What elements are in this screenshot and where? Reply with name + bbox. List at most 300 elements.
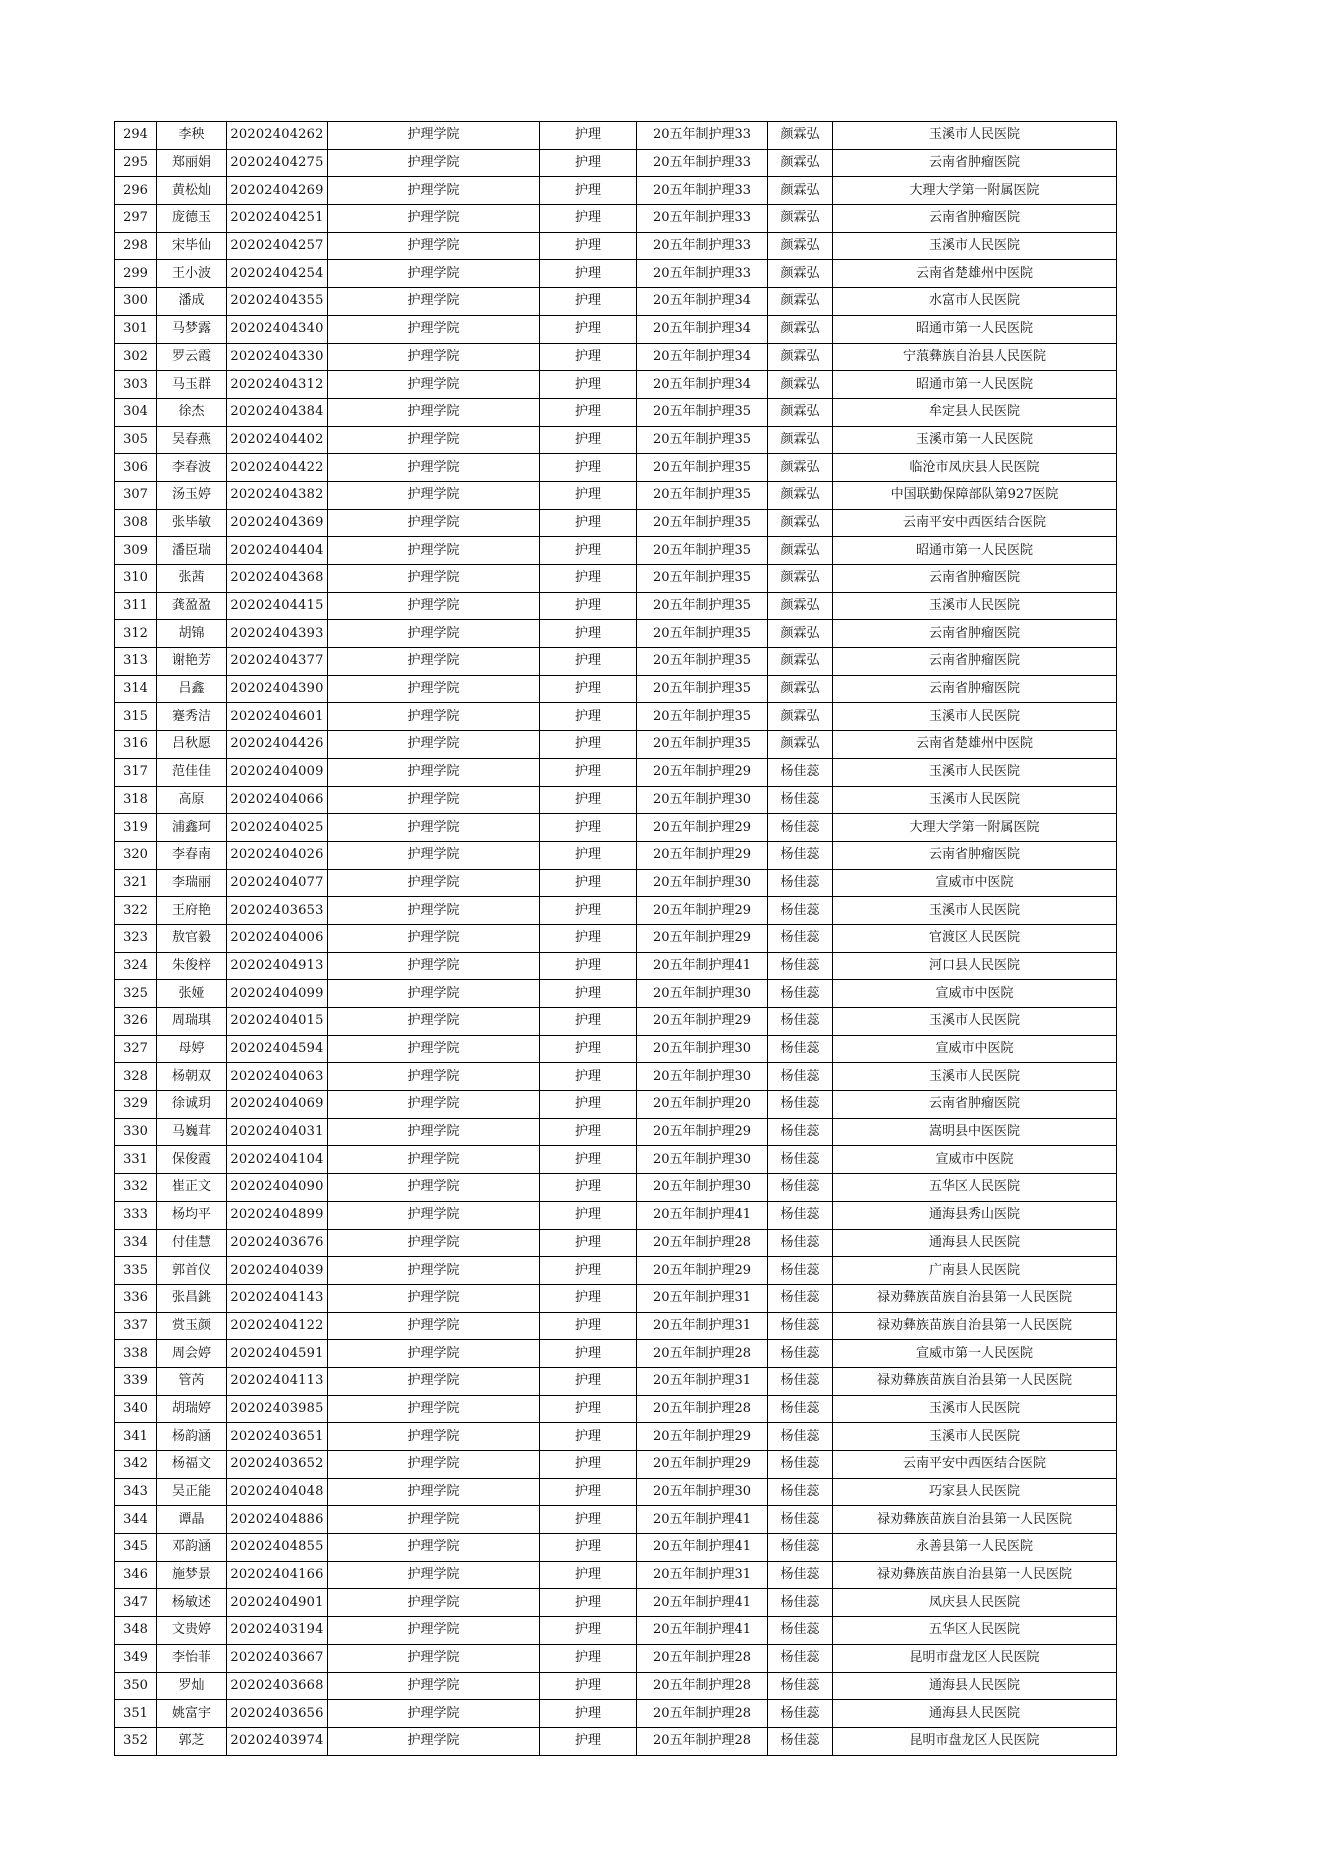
- cell-college: 护理学院: [328, 1617, 540, 1645]
- cell-hospital: 玉溪市第一人民医院: [833, 426, 1117, 454]
- cell-college: 护理学院: [328, 537, 540, 565]
- cell-student-name: 文贵婷: [157, 1617, 227, 1645]
- cell-student-id: 20202404254: [227, 260, 328, 288]
- cell-college: 护理学院: [328, 398, 540, 426]
- cell-student-id: 20202404031: [227, 1118, 328, 1146]
- cell-student-id: 20202404066: [227, 786, 328, 814]
- cell-student-id: 20202404369: [227, 509, 328, 537]
- cell-instructor: 颜霖弘: [768, 232, 833, 260]
- cell-student-name: 郭芝: [157, 1727, 227, 1755]
- cell-class: 20五年制护理35: [637, 565, 768, 593]
- cell-class: 20五年制护理28: [637, 1700, 768, 1728]
- cell-hospital: 玉溪市人民医院: [833, 786, 1117, 814]
- cell-hospital: 云南省肿瘤医院: [833, 620, 1117, 648]
- table-row: [115, 1644, 1117, 1672]
- cell-index: 326: [115, 1008, 157, 1036]
- cell-college: 护理学院: [328, 980, 540, 1008]
- cell-instructor: 杨佳蕊: [768, 1423, 833, 1451]
- cell-student-name: 汤玉婷: [157, 481, 227, 509]
- cell-index: 308: [115, 509, 157, 537]
- cell-student-name: 母婷: [157, 1035, 227, 1063]
- table-row: [115, 758, 1117, 786]
- cell-instructor: 杨佳蕊: [768, 869, 833, 897]
- cell-major: 护理: [540, 343, 637, 371]
- cell-student-id: 20202404355: [227, 288, 328, 316]
- cell-instructor: 杨佳蕊: [768, 897, 833, 925]
- cell-index: 301: [115, 315, 157, 343]
- table-row: [115, 814, 1117, 842]
- cell-index: 341: [115, 1423, 157, 1451]
- cell-college: 护理学院: [328, 260, 540, 288]
- cell-college: 护理学院: [328, 952, 540, 980]
- cell-student-id: 20202404594: [227, 1035, 328, 1063]
- cell-student-name: 周瑞琪: [157, 1008, 227, 1036]
- cell-class: 20五年制护理35: [637, 675, 768, 703]
- cell-major: 护理: [540, 1257, 637, 1285]
- cell-instructor: 杨佳蕊: [768, 1312, 833, 1340]
- cell-hospital: 永善县第一人民医院: [833, 1534, 1117, 1562]
- cell-student-name: 周会婷: [157, 1340, 227, 1368]
- cell-instructor: 杨佳蕊: [768, 1478, 833, 1506]
- cell-student-id: 20202404069: [227, 1091, 328, 1119]
- cell-student-name: 郑丽娟: [157, 149, 227, 177]
- cell-instructor: 杨佳蕊: [768, 1118, 833, 1146]
- cell-college: 护理学院: [328, 509, 540, 537]
- cell-class: 20五年制护理29: [637, 1423, 768, 1451]
- cell-student-name: 胡锦: [157, 620, 227, 648]
- cell-hospital: 云南省肿瘤医院: [833, 841, 1117, 869]
- cell-hospital: 禄劝彝族苗族自治县第一人民医院: [833, 1312, 1117, 1340]
- cell-student-id: 20202403194: [227, 1617, 328, 1645]
- cell-college: 护理学院: [328, 1118, 540, 1146]
- cell-major: 护理: [540, 537, 637, 565]
- cell-index: 332: [115, 1174, 157, 1202]
- cell-student-id: 20202404122: [227, 1312, 328, 1340]
- cell-student-id: 20202404415: [227, 592, 328, 620]
- cell-college: 护理学院: [328, 1506, 540, 1534]
- cell-student-name: 管芮: [157, 1367, 227, 1395]
- cell-major: 护理: [540, 149, 637, 177]
- cell-student-id: 20202404422: [227, 454, 328, 482]
- cell-student-id: 20202403653: [227, 897, 328, 925]
- cell-class: 20五年制护理31: [637, 1367, 768, 1395]
- cell-class: 20五年制护理41: [637, 1506, 768, 1534]
- cell-student-name: 马玉群: [157, 371, 227, 399]
- cell-instructor: 颜霖弘: [768, 481, 833, 509]
- cell-hospital: 玉溪市人民医院: [833, 897, 1117, 925]
- table-row: [115, 398, 1117, 426]
- cell-major: 护理: [540, 177, 637, 205]
- cell-index: 297: [115, 205, 157, 233]
- table-row: [115, 1008, 1117, 1036]
- cell-hospital: 玉溪市人民医院: [833, 758, 1117, 786]
- table-row: [115, 205, 1117, 233]
- cell-college: 护理学院: [328, 1284, 540, 1312]
- table-row: [115, 1561, 1117, 1589]
- table-row: [115, 315, 1117, 343]
- cell-class: 20五年制护理34: [637, 288, 768, 316]
- cell-class: 20五年制护理35: [637, 426, 768, 454]
- cell-student-id: 20202404899: [227, 1201, 328, 1229]
- cell-student-id: 20202404257: [227, 232, 328, 260]
- cell-college: 护理学院: [328, 149, 540, 177]
- cell-hospital: 宣威市中医院: [833, 1146, 1117, 1174]
- cell-college: 护理学院: [328, 1395, 540, 1423]
- cell-major: 护理: [540, 1478, 637, 1506]
- table-row: [115, 1229, 1117, 1257]
- cell-student-name: 崔正文: [157, 1174, 227, 1202]
- cell-college: 护理学院: [328, 232, 540, 260]
- cell-instructor: 杨佳蕊: [768, 1035, 833, 1063]
- cell-hospital: 玉溪市人民医院: [833, 1008, 1117, 1036]
- cell-college: 护理学院: [328, 841, 540, 869]
- cell-instructor: 杨佳蕊: [768, 1257, 833, 1285]
- cell-index: 330: [115, 1118, 157, 1146]
- cell-major: 护理: [540, 1201, 637, 1229]
- cell-hospital: 广南县人民医院: [833, 1257, 1117, 1285]
- cell-index: 305: [115, 426, 157, 454]
- cell-index: 306: [115, 454, 157, 482]
- cell-major: 护理: [540, 1284, 637, 1312]
- cell-college: 护理学院: [328, 1035, 540, 1063]
- cell-class: 20五年制护理28: [637, 1229, 768, 1257]
- table-row: [115, 371, 1117, 399]
- table-row: [115, 1672, 1117, 1700]
- cell-student-name: 姚富宇: [157, 1700, 227, 1728]
- cell-major: 护理: [540, 1423, 637, 1451]
- cell-college: 护理学院: [328, 924, 540, 952]
- table-row: [115, 1340, 1117, 1368]
- cell-class: 20五年制护理34: [637, 343, 768, 371]
- cell-instructor: 杨佳蕊: [768, 1284, 833, 1312]
- cell-major: 护理: [540, 1395, 637, 1423]
- cell-major: 护理: [540, 371, 637, 399]
- cell-index: 331: [115, 1146, 157, 1174]
- table-row: [115, 869, 1117, 897]
- cell-major: 护理: [540, 1727, 637, 1755]
- cell-college: 护理学院: [328, 648, 540, 676]
- table-row: [115, 1284, 1117, 1312]
- table-row: [115, 1201, 1117, 1229]
- table-row: [115, 841, 1117, 869]
- cell-instructor: 杨佳蕊: [768, 1617, 833, 1645]
- cell-instructor: 杨佳蕊: [768, 1644, 833, 1672]
- cell-instructor: 杨佳蕊: [768, 1063, 833, 1091]
- cell-index: 338: [115, 1340, 157, 1368]
- cell-major: 护理: [540, 675, 637, 703]
- cell-student-name: 罗灿: [157, 1672, 227, 1700]
- cell-class: 20五年制护理28: [637, 1340, 768, 1368]
- cell-index: 348: [115, 1617, 157, 1645]
- cell-hospital: 禄劝彝族苗族自治县第一人民医院: [833, 1506, 1117, 1534]
- cell-instructor: 颜霖弘: [768, 509, 833, 537]
- cell-student-name: 张毕敏: [157, 509, 227, 537]
- cell-college: 护理学院: [328, 481, 540, 509]
- cell-college: 护理学院: [328, 177, 540, 205]
- cell-class: 20五年制护理35: [637, 537, 768, 565]
- cell-student-id: 20202404330: [227, 343, 328, 371]
- cell-student-id: 20202404099: [227, 980, 328, 1008]
- cell-major: 护理: [540, 1035, 637, 1063]
- cell-student-name: 宋毕仙: [157, 232, 227, 260]
- cell-hospital: 云南省肿瘤医院: [833, 149, 1117, 177]
- table-row: [115, 1478, 1117, 1506]
- cell-index: 317: [115, 758, 157, 786]
- table-row: [115, 537, 1117, 565]
- cell-index: 325: [115, 980, 157, 1008]
- cell-college: 护理学院: [328, 1534, 540, 1562]
- cell-major: 护理: [540, 122, 637, 150]
- cell-student-id: 20202404063: [227, 1063, 328, 1091]
- cell-major: 护理: [540, 288, 637, 316]
- cell-index: 343: [115, 1478, 157, 1506]
- cell-major: 护理: [540, 1312, 637, 1340]
- cell-student-name: 张茜: [157, 565, 227, 593]
- table-row: [115, 426, 1117, 454]
- cell-instructor: 颜霖弘: [768, 454, 833, 482]
- table-row: [115, 481, 1117, 509]
- table-row: [115, 1395, 1117, 1423]
- cell-major: 护理: [540, 841, 637, 869]
- cell-college: 护理学院: [328, 1700, 540, 1728]
- cell-student-name: 浦鑫珂: [157, 814, 227, 842]
- cell-instructor: 颜霖弘: [768, 620, 833, 648]
- cell-index: 314: [115, 675, 157, 703]
- cell-hospital: 昭通市第一人民医院: [833, 537, 1117, 565]
- cell-college: 护理学院: [328, 675, 540, 703]
- cell-college: 护理学院: [328, 426, 540, 454]
- cell-student-name: 吴春燕: [157, 426, 227, 454]
- cell-index: 342: [115, 1451, 157, 1479]
- cell-student-name: 罗云霞: [157, 343, 227, 371]
- cell-instructor: 颜霖弘: [768, 565, 833, 593]
- cell-major: 护理: [540, 565, 637, 593]
- cell-student-name: 蹇秀洁: [157, 703, 227, 731]
- cell-instructor: 杨佳蕊: [768, 924, 833, 952]
- cell-index: 347: [115, 1589, 157, 1617]
- cell-class: 20五年制护理34: [637, 371, 768, 399]
- cell-hospital: 大理大学第一附属医院: [833, 814, 1117, 842]
- cell-class: 20五年制护理33: [637, 232, 768, 260]
- cell-major: 护理: [540, 1367, 637, 1395]
- cell-index: 345: [115, 1534, 157, 1562]
- cell-class: 20五年制护理41: [637, 1201, 768, 1229]
- table-row: [115, 1506, 1117, 1534]
- cell-hospital: 五华区人民医院: [833, 1617, 1117, 1645]
- cell-hospital: 云南省肿瘤医院: [833, 675, 1117, 703]
- cell-student-name: 马梦露: [157, 315, 227, 343]
- cell-index: 335: [115, 1257, 157, 1285]
- cell-hospital: 临沧市凤庆县人民医院: [833, 454, 1117, 482]
- cell-class: 20五年制护理35: [637, 592, 768, 620]
- cell-instructor: 杨佳蕊: [768, 1201, 833, 1229]
- cell-major: 护理: [540, 1617, 637, 1645]
- cell-index: 339: [115, 1367, 157, 1395]
- cell-student-id: 20202404312: [227, 371, 328, 399]
- cell-college: 护理学院: [328, 1478, 540, 1506]
- cell-major: 护理: [540, 509, 637, 537]
- cell-college: 护理学院: [328, 1727, 540, 1755]
- cell-student-id: 20202404393: [227, 620, 328, 648]
- cell-hospital: 云南省楚雄州中医院: [833, 260, 1117, 288]
- cell-student-name: 潘成: [157, 288, 227, 316]
- cell-index: 327: [115, 1035, 157, 1063]
- cell-hospital: 云南省肿瘤医院: [833, 205, 1117, 233]
- cell-instructor: 杨佳蕊: [768, 1506, 833, 1534]
- cell-instructor: 杨佳蕊: [768, 786, 833, 814]
- cell-student-id: 20202404104: [227, 1146, 328, 1174]
- cell-hospital: 中国联勤保障部队第927医院: [833, 481, 1117, 509]
- cell-index: 295: [115, 149, 157, 177]
- cell-class: 20五年制护理29: [637, 814, 768, 842]
- cell-hospital: 官渡区人民医院: [833, 924, 1117, 952]
- cell-instructor: 杨佳蕊: [768, 952, 833, 980]
- cell-class: 20五年制护理20: [637, 1091, 768, 1119]
- cell-major: 护理: [540, 1700, 637, 1728]
- cell-instructor: 杨佳蕊: [768, 1451, 833, 1479]
- cell-major: 护理: [540, 703, 637, 731]
- cell-class: 20五年制护理30: [637, 869, 768, 897]
- cell-instructor: 杨佳蕊: [768, 1727, 833, 1755]
- table-row: [115, 980, 1117, 1008]
- cell-college: 护理学院: [328, 814, 540, 842]
- cell-hospital: 昆明市盘龙区人民医院: [833, 1727, 1117, 1755]
- cell-index: 316: [115, 731, 157, 759]
- cell-college: 护理学院: [328, 1423, 540, 1451]
- cell-student-name: 谭晶: [157, 1506, 227, 1534]
- cell-instructor: 颜霖弘: [768, 731, 833, 759]
- table-row: [115, 592, 1117, 620]
- cell-index: 328: [115, 1063, 157, 1091]
- cell-instructor: 颜霖弘: [768, 398, 833, 426]
- cell-student-name: 吕鑫: [157, 675, 227, 703]
- cell-student-name: 敖官毅: [157, 924, 227, 952]
- cell-index: 344: [115, 1506, 157, 1534]
- cell-college: 护理学院: [328, 205, 540, 233]
- cell-instructor: 颜霖弘: [768, 122, 833, 150]
- cell-student-id: 20202403656: [227, 1700, 328, 1728]
- cell-student-id: 20202404113: [227, 1367, 328, 1395]
- cell-class: 20五年制护理35: [637, 509, 768, 537]
- cell-index: 296: [115, 177, 157, 205]
- cell-hospital: 玉溪市人民医院: [833, 703, 1117, 731]
- cell-college: 护理学院: [328, 454, 540, 482]
- table-row: [115, 1534, 1117, 1562]
- cell-hospital: 云南平安中西医结合医院: [833, 1451, 1117, 1479]
- cell-major: 护理: [540, 1451, 637, 1479]
- cell-class: 20五年制护理30: [637, 1478, 768, 1506]
- table-row: [115, 924, 1117, 952]
- cell-hospital: 玉溪市人民医院: [833, 592, 1117, 620]
- cell-class: 20五年制护理29: [637, 1008, 768, 1036]
- cell-student-id: 20202404166: [227, 1561, 328, 1589]
- cell-major: 护理: [540, 454, 637, 482]
- cell-instructor: 颜霖弘: [768, 343, 833, 371]
- table-row: [115, 1118, 1117, 1146]
- cell-instructor: 杨佳蕊: [768, 1174, 833, 1202]
- cell-class: 20五年制护理31: [637, 1561, 768, 1589]
- cell-college: 护理学院: [328, 592, 540, 620]
- cell-student-name: 付佳慧: [157, 1229, 227, 1257]
- cell-class: 20五年制护理28: [637, 1727, 768, 1755]
- cell-major: 护理: [540, 205, 637, 233]
- student-placement-table: [114, 121, 1117, 1756]
- cell-hospital: 云南省肿瘤医院: [833, 565, 1117, 593]
- cell-student-id: 20202404009: [227, 758, 328, 786]
- cell-class: 20五年制护理30: [637, 980, 768, 1008]
- cell-major: 护理: [540, 1174, 637, 1202]
- cell-student-id: 20202404143: [227, 1284, 328, 1312]
- cell-class: 20五年制护理29: [637, 841, 768, 869]
- cell-student-name: 朱俊梓: [157, 952, 227, 980]
- cell-index: 311: [115, 592, 157, 620]
- cell-index: 351: [115, 1700, 157, 1728]
- cell-major: 护理: [540, 1534, 637, 1562]
- cell-instructor: 颜霖弘: [768, 675, 833, 703]
- cell-index: 318: [115, 786, 157, 814]
- cell-hospital: 昭通市第一人民医院: [833, 371, 1117, 399]
- cell-class: 20五年制护理30: [637, 1063, 768, 1091]
- cell-major: 护理: [540, 1644, 637, 1672]
- cell-college: 护理学院: [328, 1672, 540, 1700]
- cell-hospital: 玉溪市人民医院: [833, 1395, 1117, 1423]
- cell-class: 20五年制护理28: [637, 1644, 768, 1672]
- cell-college: 护理学院: [328, 1644, 540, 1672]
- cell-student-id: 20202404601: [227, 703, 328, 731]
- cell-student-id: 20202404015: [227, 1008, 328, 1036]
- cell-student-id: 20202404591: [227, 1340, 328, 1368]
- cell-class: 20五年制护理35: [637, 648, 768, 676]
- cell-instructor: 杨佳蕊: [768, 1589, 833, 1617]
- cell-class: 20五年制护理31: [637, 1284, 768, 1312]
- cell-instructor: 颜霖弘: [768, 371, 833, 399]
- cell-major: 护理: [540, 731, 637, 759]
- cell-instructor: 杨佳蕊: [768, 758, 833, 786]
- cell-student-name: 谢艳芳: [157, 648, 227, 676]
- cell-student-id: 20202404048: [227, 1478, 328, 1506]
- cell-instructor: 杨佳蕊: [768, 1008, 833, 1036]
- cell-index: 346: [115, 1561, 157, 1589]
- cell-student-name: 李秧: [157, 122, 227, 150]
- cell-index: 294: [115, 122, 157, 150]
- cell-class: 20五年制护理30: [637, 1174, 768, 1202]
- cell-instructor: 颜霖弘: [768, 537, 833, 565]
- cell-index: 336: [115, 1284, 157, 1312]
- cell-college: 护理学院: [328, 1561, 540, 1589]
- cell-student-name: 李春波: [157, 454, 227, 482]
- table-row: [115, 149, 1117, 177]
- cell-index: 349: [115, 1644, 157, 1672]
- cell-instructor: 杨佳蕊: [768, 1367, 833, 1395]
- cell-major: 护理: [540, 398, 637, 426]
- cell-index: 324: [115, 952, 157, 980]
- cell-student-name: 高原: [157, 786, 227, 814]
- cell-class: 20五年制护理33: [637, 205, 768, 233]
- cell-index: 313: [115, 648, 157, 676]
- cell-index: 320: [115, 841, 157, 869]
- cell-index: 323: [115, 924, 157, 952]
- cell-college: 护理学院: [328, 703, 540, 731]
- cell-major: 护理: [540, 260, 637, 288]
- cell-student-id: 20202404340: [227, 315, 328, 343]
- cell-student-name: 杨均平: [157, 1201, 227, 1229]
- cell-index: 298: [115, 232, 157, 260]
- cell-instructor: 颜霖弘: [768, 426, 833, 454]
- table-row: [115, 1146, 1117, 1174]
- cell-student-id: 20202404269: [227, 177, 328, 205]
- cell-hospital: 水富市人民医院: [833, 288, 1117, 316]
- cell-college: 护理学院: [328, 343, 540, 371]
